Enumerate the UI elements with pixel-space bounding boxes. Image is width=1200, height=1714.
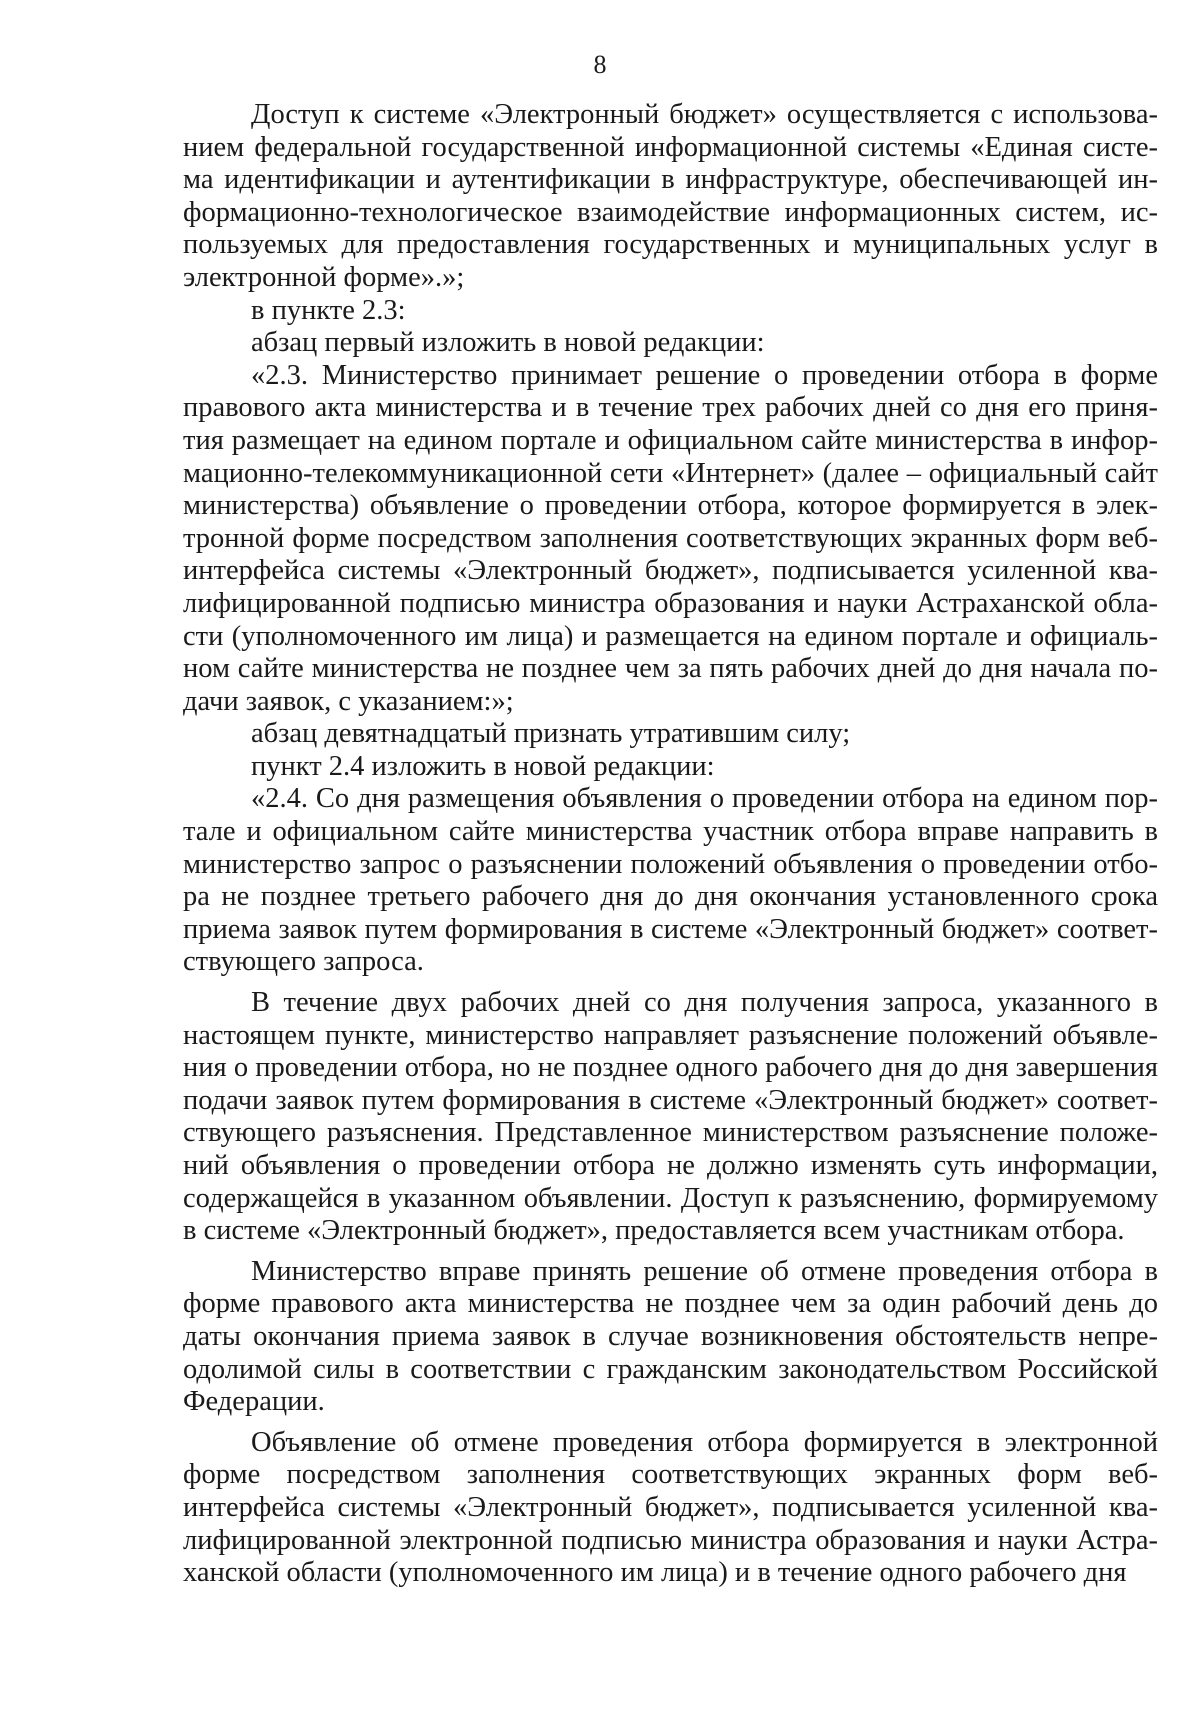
paragraph-clause-2-3-text: «2.3. Министерство принимает решение о проведении отбора в форме правового акта министерства и в течение трех рабочих дней со дня его принятия размещает на едином портале и официальном сайте министерства в информационно-телекоммуникационной сети «Интернет» (далее – официальный сайт министерства) объявление о проведении отбора, которое формируется в электронной форме посредством заполнения соответствующих экранных форм веб-интерфейса системы «Электронный бюджет», подписывается усиленной квалифицированной подписью министра образования и науки Астраханской области (уполномоченного им лица) и размещается на едином портале и официальном сайте министерства не позднее чем за пять рабочих дней до дня начала подачи заявок, с указанием:»; (183, 359, 1158, 717)
page-number: 8 (593, 50, 607, 79)
paragraph-cancellation-decision: Министерство вправе принять решение об отмене проведения отбора в форме правового акта министерства не позднее чем за один рабочий день до даты окончания приема заявок в случае возникновения обстоятельств непреодолимой силы в соответствии с гражданским законодательством Российской Федерации. (183, 1255, 1158, 1418)
paragraph-clause-2-4-intro: пункт 2.4 изложить в новой редакции: (251, 750, 715, 782)
document-body (183, 99, 1158, 1590)
paragraph-access-system: Доступ к системе «Электронный бюджет» осуществляется с использованием федеральной государственной информационной системы «Единая система идентификации и аутентификации в инфраструктуре, обеспечивающей информационно-технологическое взаимодействие информационных систем, используемых для предоставления государственных и муниципальных услуг в электронной форме».»; (183, 99, 1158, 293)
paragraph-abzac-19-void: абзац девятнадцатый признать утратившим силу; (251, 718, 851, 750)
paragraph-clause-2-4-text: «2.4. Со дня размещения объявления о проведении отбора на едином портале и официальном сайте министерства участник отбора вправе направить в министерство запрос о разъяснении положений объявления о проведении отбора не позднее третьего рабочего дня до дня окончания установленного срока приема заявок путем формирования в системе «Электронный бюджет» соответствующего запроса. (183, 783, 1158, 978)
paragraph-clause-2-3-intro: в пункте 2.3: (251, 294, 406, 326)
paragraph-first-abzac-edit: абзац первый изложить в новой редакции: (251, 327, 765, 359)
paragraph-clarification-term: В течение двух рабочих дней со дня получения запроса, указанного в настоящем пункте, министерство направляет разъяснение положений объявления о проведении отбора, но не позднее одного рабочего дня до дня завершения подачи заявок путем формирования в системе «Электронный бюджет» соответствующего разъяснения. Представленное министерством разъяснение положений объявления о проведении отбора не должно изменять суть информации, содержащейся в указанном объявлении. Доступ к разъяснению, формируемому в системе «Электронный бюджет», предоставляется всем участникам отбора. (183, 987, 1158, 1247)
paragraph-cancellation-announcement: Объявление об отмене проведения отбора формируется в электронной форме посредством заполнения соответствующих экранных форм веб-интерфейса системы «Электронный бюджет», подписывается усиленной квалифицированной электронной подписью министра образования и науки Астраханской области (уполномоченного им лица) и в течение одного рабочего дня (183, 1426, 1158, 1589)
